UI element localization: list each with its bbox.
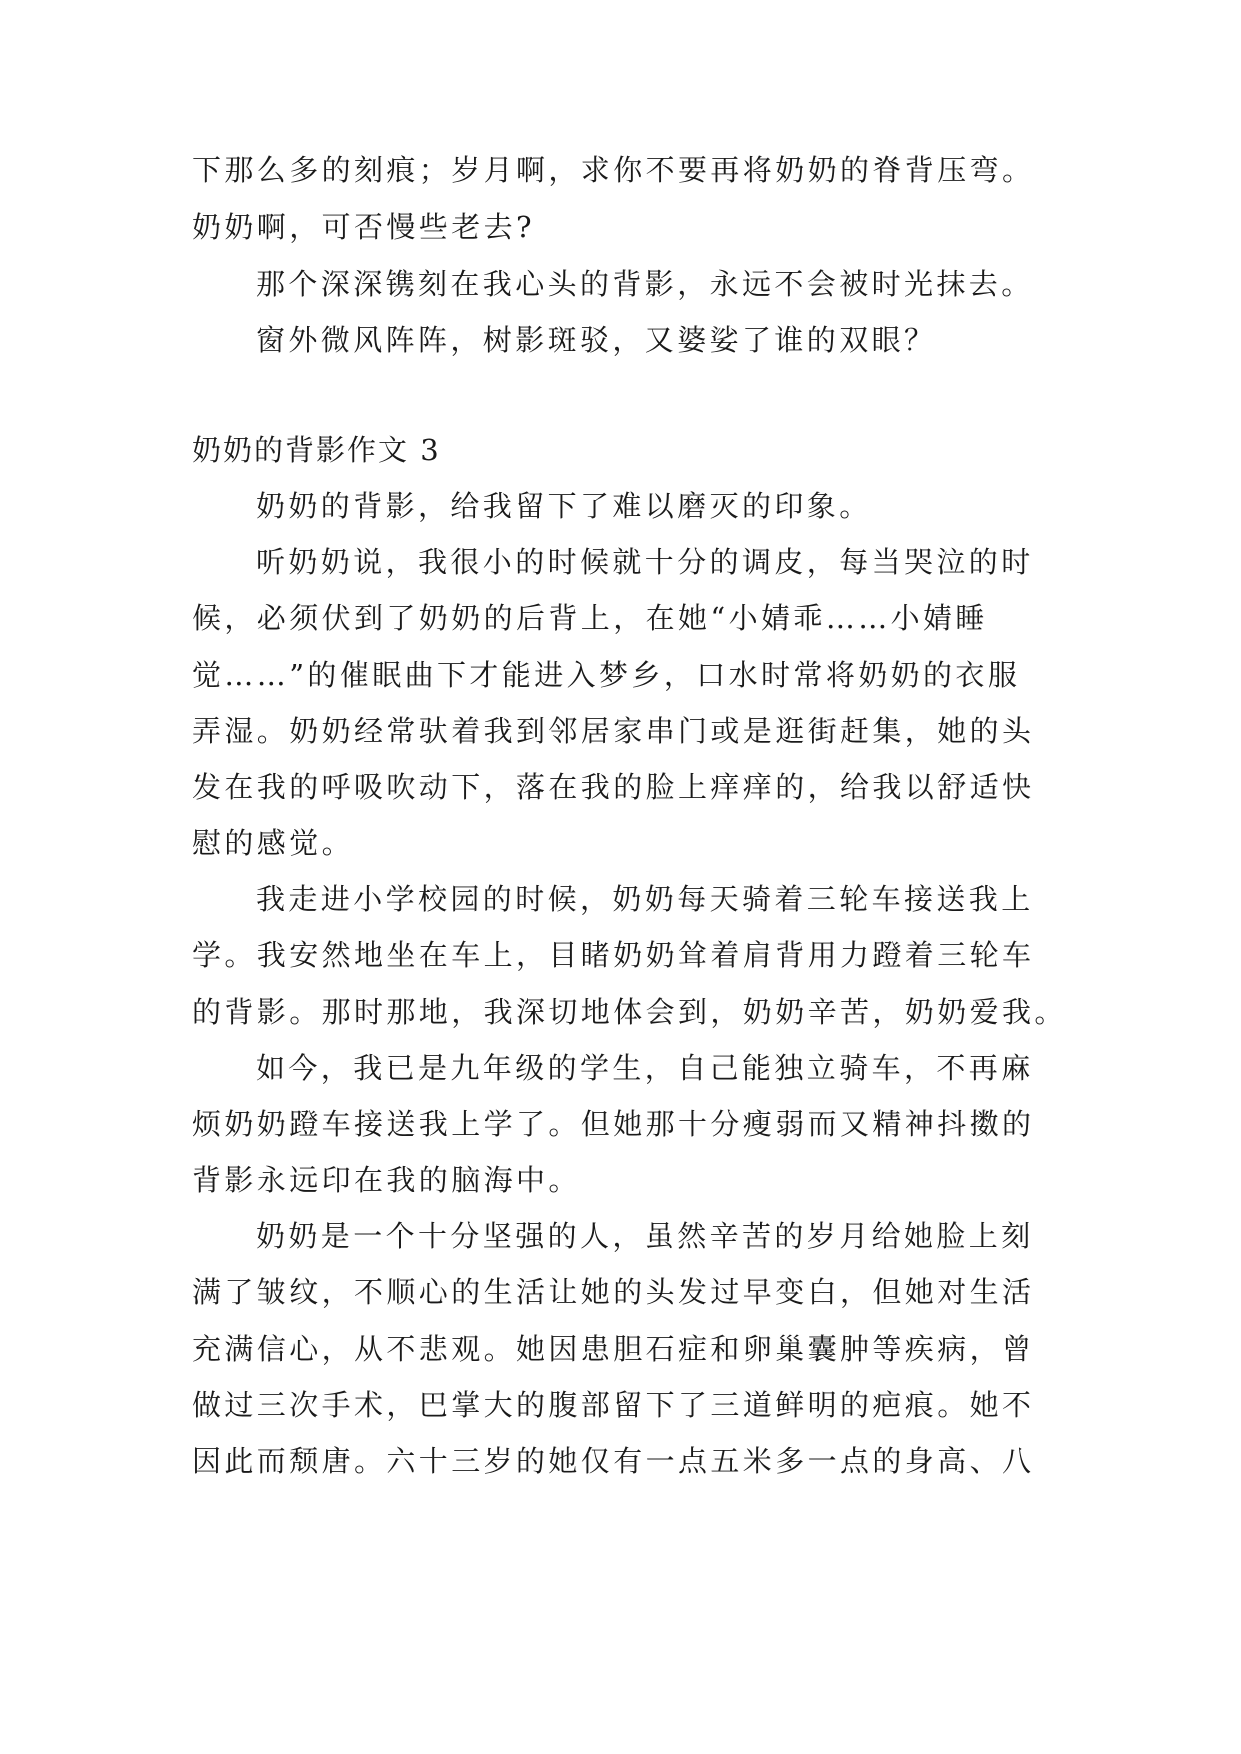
text-line: 候，必须伏到了奶奶的后背上，在她“小婧乖……小婧睡	[192, 601, 988, 635]
essay-title: 奶奶的背影作文 3	[192, 433, 441, 467]
text-line: 因此而颓唐。六十三岁的她仅有一点五米多一点的身高、八	[192, 1444, 1035, 1478]
text-line: 觉……”的催眠曲下才能进入梦乡，口水时常将奶奶的衣服	[192, 658, 1021, 692]
paragraph-line: 奶奶是一个十分坚强的人，虽然辛苦的岁月给她脸上刻	[256, 1219, 1034, 1253]
text-line: 下那么多的刻痕；岁月啊，求你不要再将奶奶的脊背压弯。	[192, 153, 1035, 187]
text-line: 弄湿。奶奶经常驮着我到邻居家串门或是逛街赶集，她的头	[192, 714, 1035, 748]
paragraph-line: 我走进小学校园的时候，奶奶每天骑着三轮车接送我上	[256, 882, 1034, 916]
paragraph-line: 如今，我已是九年级的学生，自己能独立骑车，不再麻	[256, 1051, 1034, 1085]
text-line: 的背影。那时那地，我深切地体会到，奶奶辛苦，奶奶爱我。	[192, 995, 1067, 1029]
text-line: 做过三次手术，巴掌大的腹部留下了三道鲜明的疤痕。她不	[192, 1388, 1035, 1422]
text-line: 发在我的呼吸吹动下，落在我的脸上痒痒的，给我以舒适快	[192, 770, 1035, 804]
text-line: 背影永远印在我的脑海中。	[192, 1163, 581, 1197]
text-line: 奶奶啊，可否慢些老去?	[192, 210, 535, 244]
paragraph-line: 那个深深镌刻在我心头的背影，永远不会被时光抹去。	[256, 267, 1034, 301]
text-line: 烦奶奶蹬车接送我上学了。但她那十分瘦弱而又精神抖擞的	[192, 1107, 1035, 1141]
text-line: 满了皱纹，不顺心的生活让她的头发过早变白，但她对生活	[192, 1275, 1035, 1309]
text-line: 学。我安然地坐在车上，目睹奶奶耸着肩背用力蹬着三轮车	[192, 938, 1035, 972]
text-line: 慰的感觉。	[192, 826, 355, 860]
paragraph-line: 奶奶的背影，给我留下了难以磨灭的印象。	[256, 489, 872, 523]
text-line: 充满信心，从不悲观。她因患胆石症和卵巢囊肿等疾病，曾	[192, 1332, 1035, 1366]
paragraph-line: 听奶奶说，我很小的时候就十分的调皮，每当哭泣的时	[256, 545, 1034, 579]
paragraph-line: 窗外微风阵阵，树影斑驳，又婆娑了谁的双眼？	[256, 323, 937, 357]
